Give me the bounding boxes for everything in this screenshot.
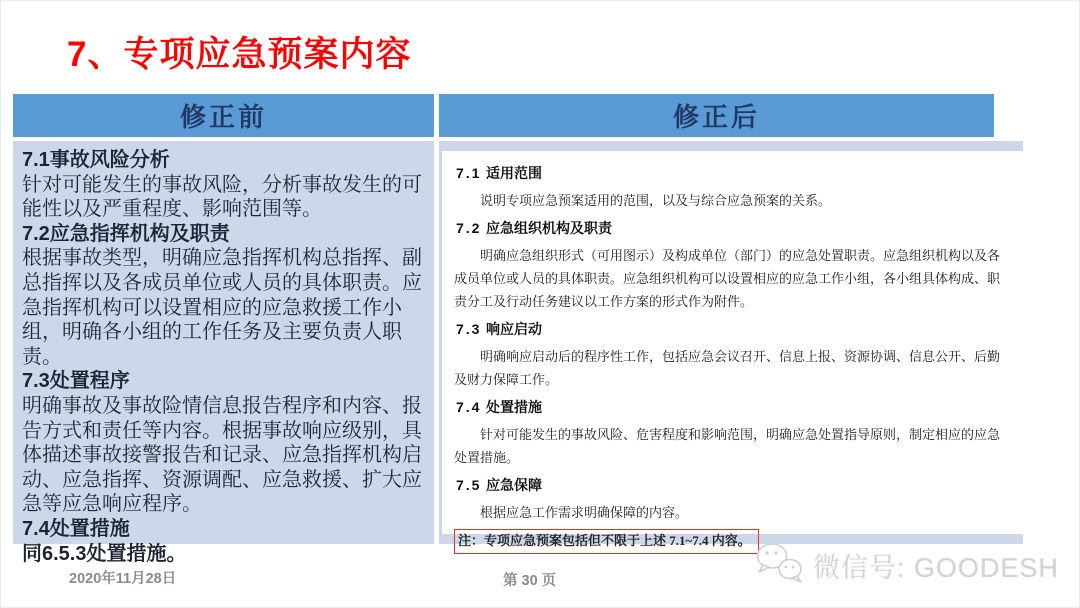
before-column [13, 141, 434, 565]
after-section-body: 根据应急工作需求明确保障的内容。 [480, 505, 689, 520]
after-section-number: 7.1 [456, 165, 482, 181]
after-section-number: 7.5 [456, 477, 482, 493]
after-section-body: 明确响应启动后的程序性工作，包括应急会议召开、信息上报、资源协调、信息公开、后勤及财力保障工作。 [454, 349, 1001, 387]
table-header-after [439, 94, 994, 137]
before-line: 根据事故类型，明确应急指挥机构总指挥、副总指挥以及各成员单位或人员的具体职责。应急指挥机构可以设置相应的应急救援工作小组，明确各小组的工作任务及主要负责人职责。 [22, 247, 422, 368]
wechat-icon [755, 542, 807, 589]
watermark [755, 542, 1059, 589]
table-header-after-label: 修正后 [672, 102, 760, 132]
watermark-text: 微信号: GOODESH [812, 553, 1059, 583]
before-line: 明确事故及事故险情信息报告程序和内容、报告方式和责任等内容。根据事故响应级别，具体描述事故接警报告和记录、应急指挥机构启动、应急指挥、资源调配、应急救援、扩大应急等应急响应程序。 [22, 394, 422, 516]
before-line: 7.3处置程序 [22, 370, 130, 393]
after-section-heading [454, 212, 1009, 244]
table-header-before [13, 94, 434, 137]
table-header-before-label: 修正前 [179, 102, 267, 132]
after-note-box: 注：专项应急预案包括但不限于上述 7.1~7.4 内容。 [454, 529, 759, 554]
after-section-number: 7.4 [456, 399, 482, 415]
after-section-title: 响应启动 [486, 321, 542, 337]
after-section-body: 明确应急组织形式（可用图示）及构成单位（部门）的应急处置职责。应急组织机构以及各成员单位或人员的具体职责。应急组织机构可以设置相应的应急工作小组，各小组具体构成、职责分工及行动任务建议以工作方案的形式作为附件。 [454, 248, 1001, 309]
before-line: 同6.5.3处置措施。 [22, 542, 187, 565]
after-section-heading [454, 391, 1009, 423]
after-section-title: 应急组织机构及职责 [486, 220, 612, 236]
after-document [442, 151, 1023, 548]
before-line: 针对可能发生的事故风险，分析事故发生的可能性以及严重程度、影响范围等。 [22, 173, 422, 221]
before-line: 7.4处置措施 [22, 517, 130, 540]
before-line: 7.1事故风险分析 [22, 149, 170, 171]
after-column [439, 141, 1023, 548]
after-section-title: 应急保障 [486, 477, 542, 493]
after-section-body: 针对可能发生的事故风险、危害程度和影响范围，明确应急处置指导原则，制定相应的应急处置措施。 [454, 427, 1001, 465]
after-section-title: 适用范围 [486, 165, 542, 181]
after-section-heading [454, 157, 1009, 189]
after-section-heading [454, 313, 1009, 345]
after-section-body: 说明专项应急预案适用的范围，以及与综合应急预案的关系。 [480, 193, 832, 208]
before-line: 7.2应急指挥机构及职责 [22, 222, 230, 245]
after-section-heading [454, 469, 1009, 501]
slide-title: 7、专项应急预案内容 [67, 35, 412, 74]
after-section-title: 处置措施 [486, 399, 542, 415]
footer-page-number: 第 30 页 [503, 573, 557, 589]
footer-date: 2020年11月28日 [69, 571, 177, 587]
after-section-number: 7.2 [456, 220, 482, 236]
after-section-number: 7.3 [456, 321, 482, 337]
